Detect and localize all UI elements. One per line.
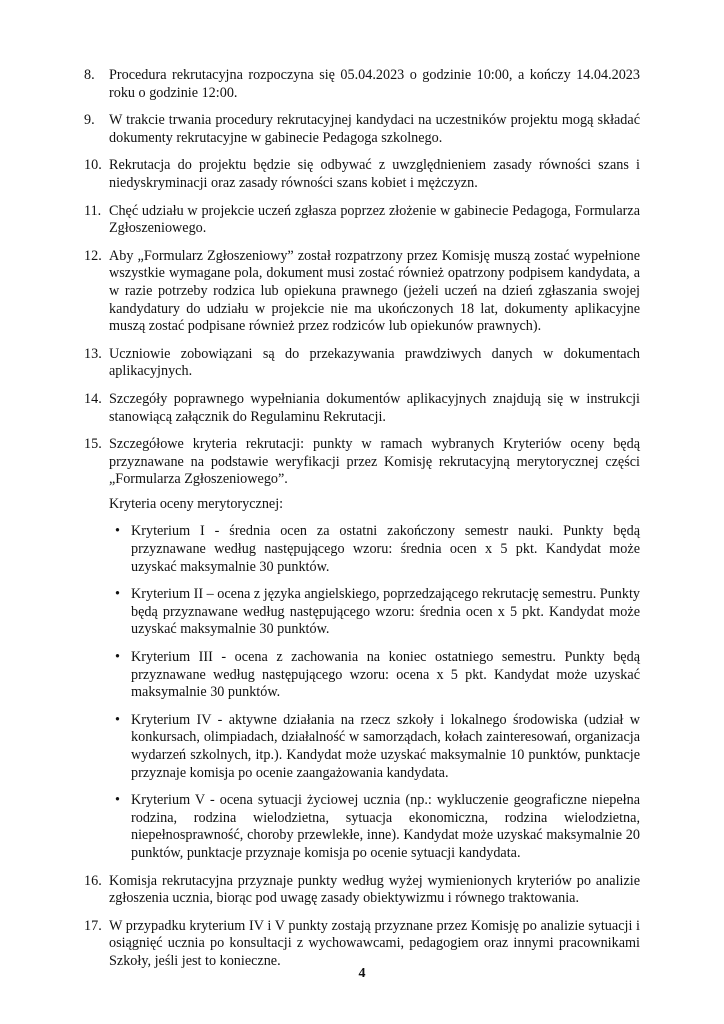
item-text: Uczniowie zobowiązani są do przekazywania prawdziwych danych w dokumentach aplikacyjnych.: [109, 345, 640, 380]
bullet-icon: •: [115, 586, 120, 603]
criteria-text: Kryterium IV - aktywne działania na rzecz szkoły i lokalnego środowiska (udział w konkursach, olimpiadach, działalność w samorządach, kołach zainteresowań, organizacja wydarzeń szkolnych, itp.). Kandydat może uzyskać maksymalnie 10 punktów, punktacje przyznaje komisja po ocenie zaangażowania kandydata.: [131, 711, 640, 781]
list-item: [84, 391, 640, 426]
list-item: [84, 67, 640, 102]
criteria-item: [109, 649, 640, 702]
bullet-icon: •: [115, 792, 120, 809]
bullet-icon: •: [115, 711, 120, 728]
criteria-text: Kryterium III - ocena z zachowania na koniec ostatniego semestru. Punkty będą przyznawane według następującego wzoru: ocena x 5 pkt. Kandydat może uzyskać maksymalnie 30 punktów.: [131, 649, 640, 701]
criteria-list: [109, 523, 640, 862]
item-number: 16.: [84, 872, 102, 889]
list-item: [84, 203, 640, 238]
list-item: [84, 873, 640, 908]
page-number: 4: [358, 966, 366, 981]
list-item: [84, 112, 640, 147]
criteria-text: Kryterium V - ocena sytuacji życiowej ucznia (np.: wykluczenie geograficzne niepełna rodzina, rodzina wielodzietna, sytuacja ekonomiczna, rodzina wielodzietna, niepełnosprawność, choroby przewlekłe, inne). Kandydat może uzyskać maksymalnie 20 punktów, punktacje przyznaje komisja po ocenie sytuacji kandydata.: [131, 792, 640, 861]
criteria-item: [109, 712, 640, 782]
item-text: W przypadku kryterium IV i V punkty zostają przyznane przez Komisję po analizie sytuacji i osiągnięć ucznia po konsultacji z wychowawcami, pedagogiem oraz innymi pracownikami Szkoły, jeśli jest to konieczne.: [109, 917, 640, 969]
item-text: Komisja rekrutacyjna przyznaje punkty według wyżej wymienionych kryteriów po analizie zgłoszenia ucznia, biorąc pod uwagę zasady obiektywizmu i równego traktowania.: [109, 872, 640, 907]
criteria-text: Kryterium I - średnia ocen za ostatni zakończony semestr nauki. Punkty będą przyznawane według następującego wzoru: średnia ocen x 5 pkt. Kandydat może uzyskać maksymalnie 30 punktów.: [131, 523, 640, 575]
item-text: Procedura rekrutacyjna rozpoczyna się 05.04.2023 o godzinie 10:00, a kończy 14.04.2023 roku o godzinie 12:00.: [109, 67, 640, 101]
list-item: [84, 248, 640, 336]
item-number: 17.: [84, 917, 102, 934]
item-number: 14.: [84, 390, 102, 407]
item-text: W trakcie trwania procedury rekrutacyjnej kandydaci na uczestników projektu mogą składać dokumenty rekrutacyjne w gabinecie Pedagoga szkolnego.: [109, 112, 640, 146]
item-number: 10.: [84, 157, 102, 174]
criteria-item: [109, 586, 640, 639]
item-number: 8.: [84, 67, 95, 83]
item-text: Szczegółowe kryteria rekrutacji: punkty w ramach wybranych Kryteriów oceny będą przyznawane na podstawie weryfikacji przez Komisję rekrutacyjną merytorycznej części „Formularza Zgłoszeniowego”.: [109, 436, 640, 488]
item-number: 15.: [84, 436, 102, 453]
list-item: [84, 346, 640, 381]
criteria-heading: Kryteria oceny merytorycznej:: [109, 495, 284, 512]
item-number: 11.: [84, 202, 102, 219]
item-number: 9.: [84, 112, 95, 129]
list-item: [84, 436, 640, 489]
item-number: 13.: [84, 345, 102, 362]
item-text: Rekrutacja do projektu będzie się odbywać z uwzględnieniem zasady równości szans i niedyskryminacji oraz zasady równości szans kobiet i mężczyzn.: [109, 157, 640, 191]
criteria-item: [109, 792, 640, 862]
item-number: 12.: [84, 247, 102, 264]
bullet-icon: •: [115, 649, 120, 666]
item-text: Chęć udziału w projekcie uczeń zgłasza poprzez złożenie w gabinecie Pedagoga, Formularza Zgłoszeniowego.: [109, 202, 640, 237]
criteria-item: [109, 523, 640, 576]
bullet-icon: •: [115, 523, 120, 540]
criteria-text: Kryterium II – ocena z języka angielskiego, poprzedzającego rekrutację semestru. Punkty będą przyznawane według następującego wzoru: średnia ocen x 5 pkt. Kandydat może uzyskać maksymalnie 30 punktów.: [131, 586, 640, 638]
item-text: Szczegóły poprawnego wypełniania dokumentów aplikacyjnych znajdują się w instrukcji stanowiącą załącznik do Regulaminu Rekrutacji.: [109, 390, 640, 425]
page-content: [84, 67, 640, 981]
list-item: [84, 157, 640, 192]
list-item: [84, 918, 640, 971]
item-text: Aby „Formularz Zgłoszeniowy” został rozpatrzony przez Komisję muszą zostać wypełnione wszystkie wymagane pola, dokument musi zostać również opatrzony podpisem kandydata, a w razie potrzeby rodzica lub opiekuna prawnego (jeżeli uczeń na dzień zgłaszania swojej kandydatury do udziału w projekcie nie ma ukończonych 18 lat, dokumenty aplikacyjne muszą zostać podpisane również przez rodziców lub opiekunów prawnych).: [109, 247, 640, 335]
